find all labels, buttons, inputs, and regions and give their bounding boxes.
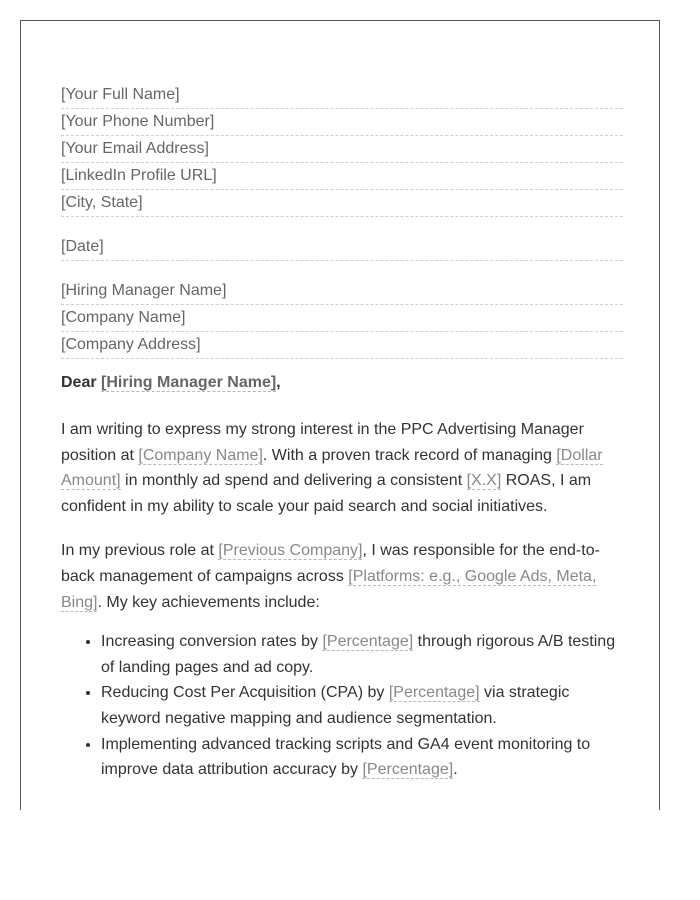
sender-email-field[interactable]: [Your Email Address]	[61, 136, 623, 163]
dollar-amount-placeholder[interactable]: [Dollar Amount]	[61, 446, 603, 490]
document-page	[20, 20, 660, 810]
experience-paragraph	[61, 538, 623, 615]
recipient-info	[61, 278, 623, 359]
percentage-placeholder[interactable]: [Percentage]	[362, 761, 454, 779]
salutation-name-placeholder[interactable]: [Hiring Manager Name]	[101, 374, 277, 391]
sender-linkedin-field[interactable]: [LinkedIn Profile URL]	[61, 163, 623, 190]
list-item	[101, 732, 623, 783]
sender-full-name-field[interactable]: [Your Full Name]	[61, 82, 623, 109]
text: ROAS, I am confident in my ability to scale your paid search and social initiatives.	[61, 472, 592, 515]
text: Implementing advanced tracking scripts and GA4 event monitoring to improve data attribution accuracy by	[101, 735, 591, 779]
spacer	[61, 217, 623, 234]
achievements-list	[61, 629, 623, 783]
recipient-company-name-field[interactable]: [Company Name]	[61, 305, 623, 332]
text: through rigorous A/B testing of landing pages and ad copy.	[101, 633, 616, 676]
text: , I was responsible for the end-to-back management of campaigns across	[61, 542, 600, 585]
text: via strategic keyword negative mapping and audience segmentation.	[101, 684, 570, 727]
date-field[interactable]: [Date]	[61, 234, 623, 261]
text: .	[453, 761, 458, 779]
intro-paragraph	[61, 417, 623, 519]
salutation	[61, 373, 623, 393]
percentage-placeholder[interactable]: [Percentage]	[322, 633, 414, 651]
text: . With a proven track record of managing	[262, 446, 557, 464]
percentage-placeholder[interactable]: [Percentage]	[388, 684, 480, 702]
text: Reducing Cost Per Acquisition (CPA) by	[101, 684, 389, 702]
text: In my previous role at	[61, 542, 219, 560]
sender-phone-field[interactable]: [Your Phone Number]	[61, 109, 623, 136]
recipient-hiring-manager-field[interactable]: [Hiring Manager Name]	[61, 278, 623, 305]
company-name-placeholder[interactable]: [Company Name]	[138, 446, 263, 464]
list-item	[101, 629, 623, 680]
platforms-placeholder[interactable]: [Platforms: e.g., Google Ads, Meta, Bing]	[61, 567, 597, 611]
recipient-company-address-field[interactable]: [Company Address]	[61, 332, 623, 359]
text: Increasing conversion rates by	[101, 633, 323, 651]
spacer	[61, 261, 623, 278]
cover-letter-body	[61, 82, 623, 783]
salutation-suffix: ,	[276, 374, 281, 391]
sender-city-state-field[interactable]: [City, State]	[61, 190, 623, 217]
salutation-prefix: Dear	[61, 374, 102, 391]
text: in monthly ad spend and delivering a consistent	[120, 472, 467, 490]
text: . My key achievements include:	[97, 593, 320, 611]
list-item	[101, 680, 623, 731]
roas-placeholder[interactable]: [X.X]	[466, 472, 502, 490]
sender-info	[61, 82, 623, 217]
previous-company-placeholder[interactable]: [Previous Company]	[218, 542, 363, 560]
text: I am writing to express my strong interest in the PPC Advertising Manager position at	[61, 421, 584, 464]
